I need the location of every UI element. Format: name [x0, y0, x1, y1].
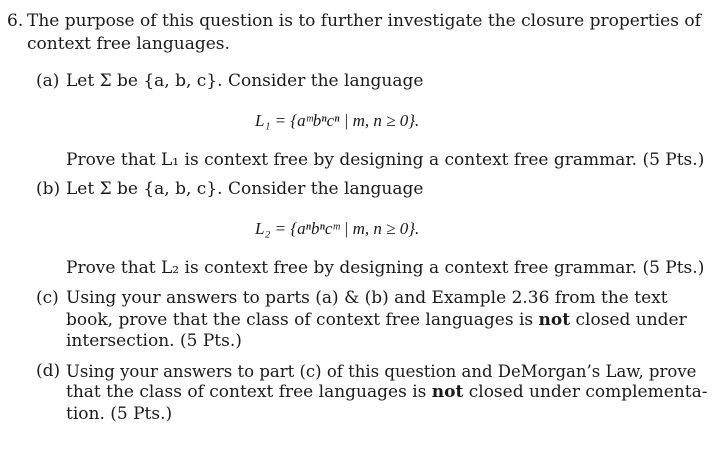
part-b-prove: Prove that L₂ is context free by designing a context free grammar. (5 Pts.): [66, 258, 705, 278]
part-d-line1: Using your answers to part (c) of this question and DeMorgan’s Law, prove: [66, 362, 697, 381]
part-d-line3: tion. (5 Pts.): [66, 404, 173, 424]
part-c-line2-post: closed under: [570, 310, 687, 330]
part-c-line2-bold: not: [538, 310, 571, 330]
part-c-line2-pre: book, prove that the class of context free languages is: [66, 310, 539, 330]
question-number: 6.: [7, 11, 24, 31]
part-b-label: (b): [36, 179, 61, 199]
part-c-label: (c): [36, 288, 59, 308]
part-d-label: (d): [36, 361, 61, 381]
question-intro-line1: The purpose of this question is to further investigate the closure properties of: [27, 11, 701, 31]
part-a-prove: Prove that L₁ is context free by designing a context free grammar. (5 Pts.): [66, 150, 705, 170]
part-c-line2: [66, 310, 687, 331]
part-b-formula: L₂ = {aⁿbⁿcᵐ | m, n ≥ 0}.: [255, 219, 420, 238]
part-a-line: Let Σ be {a, b, c}. Consider the language: [66, 71, 424, 91]
part-a-label: (a): [36, 71, 60, 91]
part-d-line2-post: closed under complementa-: [463, 382, 708, 402]
part-a-formula: L₁ = {aᵐbⁿcⁿ | m, n ≥ 0}.: [255, 111, 420, 130]
part-d-line2-bold: not: [431, 382, 464, 402]
part-d-line2: [66, 382, 707, 403]
question-intro-line2: context free languages.: [27, 34, 230, 54]
part-c-line3: intersection. (5 Pts.): [66, 331, 242, 351]
part-d-line2-pre: that the class of context free languages is: [66, 382, 432, 402]
part-b-line: Let Σ be {a, b, c}. Consider the language: [66, 179, 424, 199]
part-c-line1: Using your answers to parts (a) & (b) and Example 2.36 from the text: [66, 288, 668, 308]
